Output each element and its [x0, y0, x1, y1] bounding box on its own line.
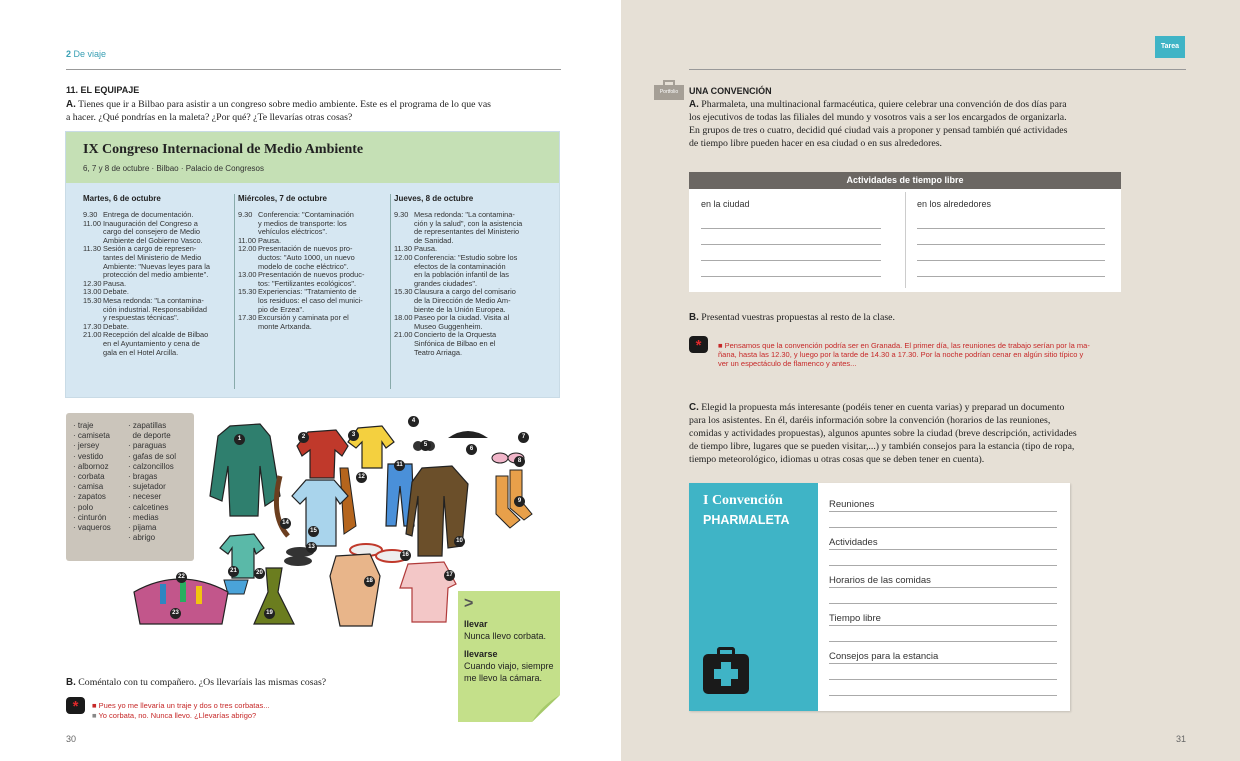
verb-llevarse: llevarse	[464, 649, 498, 659]
convention-document-form	[689, 483, 1070, 711]
example-line: ver un espectáculo de flamenco y antes...	[718, 359, 857, 368]
write-line[interactable]	[829, 565, 1057, 566]
chapter-number: 2	[66, 49, 72, 59]
instruction-b-right	[689, 312, 895, 323]
instruction-c-line: de tiempo libre, lugares que se pueden visitar,...) y también consejos para la estancia (tipo de ropa,	[689, 441, 1075, 452]
program-time: 21.00	[394, 330, 413, 340]
instruction-b-letter: B.	[689, 312, 699, 323]
field-stay-tips: Consejos para la estancia	[829, 651, 939, 662]
program-time: 11.00	[83, 218, 101, 228]
convention-company: PHARMALETA	[703, 513, 790, 527]
arrow-icon: >	[464, 595, 474, 612]
instruction-a-line: En grupos de tres o cuatro, decidid qué ciudad vais a proponer y pensad también qué actividades	[689, 125, 1068, 136]
example-llevarse-line1: Cuando viajo, siempre	[464, 661, 554, 671]
write-line[interactable]	[829, 549, 1057, 550]
example-line: Pensamos que la convención podría ser en Granada. El primer día, las reuniones de trabajo serían por la ma-	[724, 341, 1090, 350]
write-line[interactable]	[829, 663, 1057, 664]
header-rule	[66, 69, 561, 70]
column-city: en la ciudad	[701, 199, 750, 209]
clothing-number-marker: 17	[444, 570, 455, 581]
program-description	[258, 314, 349, 331]
column-divider	[905, 192, 906, 288]
program-description	[414, 331, 496, 357]
program-description	[258, 288, 363, 314]
vocabulary-item: · bragas	[128, 472, 158, 482]
clothing-number-marker: 23	[170, 608, 181, 619]
clothing-number-marker: 12	[356, 472, 367, 483]
program-day-column	[394, 194, 546, 357]
program-description-line: y respuestas técnicas".	[103, 313, 179, 323]
program-description-line: Conferencia: "Contaminación	[258, 210, 354, 219]
vocabulary-item: · jersey	[73, 441, 100, 451]
program-time: 15.30	[83, 295, 102, 305]
field-free-time: Tiempo libre	[829, 613, 881, 624]
program-time: 11.00	[238, 235, 256, 245]
vocabulary-item: · gafas de sol	[128, 451, 177, 461]
vocabulary-item: · camisa	[73, 482, 104, 492]
clothing-number-marker: 7	[518, 432, 529, 443]
instruction-a-line: los ejecutivos de todas las filiales del mundo y vosotros vais a ser los encargados de organizarla.	[689, 112, 1067, 123]
clothing-number-marker: 14	[280, 518, 291, 529]
write-line[interactable]	[829, 625, 1057, 626]
instruction-b	[66, 677, 326, 688]
program-time: 21.00	[83, 330, 102, 340]
clothing-number-marker: 22	[176, 572, 187, 583]
vocabulary-item: · neceser	[128, 492, 162, 502]
vocabulary-item: · vaqueros	[73, 523, 111, 533]
program-time: 15.30	[238, 287, 257, 297]
program-description-line: Sinfónica de Bilbao en el	[414, 338, 496, 348]
vocabulary-item: · albornoz	[73, 461, 109, 471]
program-entry	[394, 314, 546, 331]
column-divider	[390, 194, 391, 389]
write-line[interactable]	[701, 244, 881, 245]
leisure-activities-table	[689, 172, 1121, 292]
clothing-number-marker: 11	[394, 460, 405, 471]
program-time: 9.30	[394, 210, 409, 219]
example-dialogue-1: ■ Pues yo me llevaría un traje y dos o tres corbatas...	[92, 701, 270, 710]
program-time: 17.30	[83, 321, 102, 331]
program-description-line: Experiencias: "Tratamiento de	[258, 287, 357, 297]
congress-title: IX Congreso Internacional de Medio Ambiente	[83, 142, 364, 157]
vocabulary-item: · vestido	[73, 451, 104, 461]
program-day-column	[238, 194, 390, 331]
program-entry	[83, 297, 235, 323]
program-description-line: Excursión y caminata por el	[258, 313, 349, 323]
program-description-line: ción industrial. Responsabilidad	[103, 304, 207, 314]
program-description-line: Mesa redonda: "La contamina-	[414, 210, 515, 219]
program-description-line: vehículos eléctricos".	[258, 227, 328, 237]
program-description-line: Presentación de nuevos produc-	[258, 270, 365, 280]
instruction-a-line: de tiempo libre pueden hacer en esa ciudad o en sus alrededores.	[689, 138, 942, 149]
program-description-line: ción y la salud", con la asistencia	[414, 218, 523, 228]
write-line[interactable]	[701, 260, 881, 261]
program-description-line: Sesión a cargo de represen-	[103, 244, 197, 254]
program-entry	[238, 314, 390, 331]
clothing-number-marker: 4	[408, 416, 419, 427]
program-time: 12.00	[394, 252, 413, 262]
program-entry	[394, 288, 546, 314]
program-description-line: cargo del consejero de Medio	[103, 227, 200, 237]
program-time: 9.30	[83, 210, 98, 219]
instruction-b-text: Presentad vuestras propuestas al resto de la clase.	[701, 312, 895, 323]
chapter-title: De viaje	[73, 49, 107, 59]
field-meetings: Reuniones	[829, 499, 875, 510]
instruction-a-letter: A.	[66, 99, 76, 110]
section-title: 11. EL EQUIPAJE	[66, 85, 140, 95]
vocabulary-item: · zapatillas	[128, 421, 167, 430]
program-entry	[394, 211, 546, 245]
portfolio-label: Portfolio	[654, 85, 684, 100]
page-number: 30	[66, 734, 77, 744]
verb-llevar: llevar	[464, 619, 488, 629]
example-proposal: ■ Pensamos que la convención podría ser en Granada. El primer día, las reuniones de trabajo serían por la ma- ñana, hasta las 12.30, y luego por la tarde de 14.30 a 17.30. Por la noche podrían cenar en algún sitio típico y ver un espectáculo de flamenco y antes...	[718, 341, 1090, 368]
congress-subtitle: 6, 7 y 8 de octubre · Bilbao · Palacio de Congresos	[83, 164, 264, 173]
convention-section-title: UNA CONVENCIÓN	[689, 86, 772, 96]
grammar-note	[458, 591, 560, 722]
instruction-a	[66, 98, 561, 124]
congress-program	[65, 131, 560, 398]
program-time: 13.00	[238, 270, 257, 280]
write-line[interactable]	[917, 228, 1105, 229]
table-header: Actividades de tiempo libre	[689, 172, 1121, 189]
program-entry	[83, 245, 235, 279]
instruction-a-line1: Tienes que ir a Bilbao para asistir a un congreso sobre medio ambiente. Este es el programa de lo que vas	[78, 99, 491, 110]
program-description	[414, 314, 509, 331]
program-entry	[83, 220, 235, 246]
clothing-number-marker: 21	[228, 566, 239, 577]
convention-sidebar	[689, 483, 818, 711]
program-time: 18.00	[394, 313, 413, 323]
clothing-number-marker: 1	[234, 434, 245, 445]
program-description-line: Conferencia: "Estudio sobre los	[414, 252, 518, 262]
convention-title: I Convención	[703, 493, 783, 508]
program-description-line: efectos de la contaminación	[414, 261, 506, 271]
program-description-line: y medios de transporte: los	[258, 218, 347, 228]
program-day-heading: Martes, 6 de octubre	[83, 194, 161, 203]
write-line[interactable]	[829, 587, 1057, 588]
speech-asterisk-icon: *	[689, 336, 708, 353]
program-description	[414, 254, 517, 288]
chapter-header	[66, 49, 106, 59]
clothing-number-marker: 2	[298, 432, 309, 443]
program-description-line: biente de la Unión Europea.	[414, 304, 506, 314]
program-description-line: en el Ayuntamiento y cena de	[103, 338, 200, 348]
program-description-line: tos: "Fertilizantes ecológicos".	[258, 278, 357, 288]
first-aid-kit-icon	[703, 647, 749, 695]
program-description-line: en la población infantil de las	[414, 270, 509, 280]
program-entry	[83, 331, 235, 357]
clothing-number-marker: 15	[308, 526, 319, 537]
program-description	[103, 245, 210, 279]
program-description-line: Entrega de documentación.	[103, 210, 194, 219]
write-line[interactable]	[829, 527, 1057, 528]
program-time: 15.30	[394, 287, 413, 297]
program-description-line: grandes ciudades".	[414, 278, 478, 288]
program-description	[103, 331, 208, 357]
clothing-number-marker: 5	[420, 440, 431, 451]
program-description-line: de la Dirección de Medio Am-	[414, 295, 511, 305]
write-line[interactable]	[917, 260, 1105, 261]
write-line[interactable]	[701, 276, 881, 277]
program-description	[414, 288, 516, 314]
clothing-number-marker: 9	[514, 496, 525, 507]
header-rule	[689, 69, 1186, 70]
vocabulary-item: de deporte	[128, 431, 171, 441]
clothing-number-marker: 10	[454, 536, 465, 547]
instruction-c-line: Elegid la propuesta más interesante (podéis tener en cuenta varias) y preparad un documento	[701, 402, 1065, 413]
clothing-number-marker: 8	[514, 456, 525, 467]
program-description	[103, 297, 207, 323]
program-description-line: gala en el Hotel Arcilla.	[103, 347, 179, 357]
instruction-c	[689, 401, 1134, 466]
program-description-line: tantes del Ministerio de Medio	[103, 252, 202, 262]
program-description-line: Clausura a cargo del comisario	[414, 287, 516, 297]
vocabulary-item: · medias	[128, 512, 159, 522]
portfolio-icon	[654, 80, 684, 100]
program-time: 12.30	[83, 278, 102, 288]
program-description-line: los residuos: el caso del munici-	[258, 295, 363, 305]
program-description-line: Teatro Arriaga.	[414, 347, 463, 357]
program-entry	[238, 245, 390, 271]
speech-asterisk-icon: *	[66, 697, 85, 714]
vocabulary-item: · traje	[73, 421, 94, 430]
program-day-column	[83, 194, 235, 357]
clothing-number-marker: 18	[364, 576, 375, 587]
program-description-line: Pausa.	[258, 235, 282, 245]
instruction-a	[689, 98, 1189, 150]
congress-header	[66, 132, 559, 183]
program-description-line: Museo Guggenheim.	[414, 321, 483, 331]
program-time: 11.30	[394, 244, 412, 254]
program-time: 12.00	[238, 244, 257, 254]
program-description-line: Recepción del alcalde de Bilbao	[103, 330, 209, 340]
instruction-b-text: Coméntalo con tu compañero. ¿Os llevaríais las mismas cosas?	[78, 677, 327, 688]
example-1-text: Pues yo me llevaría un traje y dos o tres corbatas...	[98, 701, 270, 710]
clothing-number-marker: 3	[348, 430, 359, 441]
program-description	[258, 271, 364, 288]
program-description-line: Ambiente del Gobierno Vasco.	[103, 235, 203, 245]
instruction-c-line: comidas y actividades propuestas), algunos apuntes sobre la ciudad (breve descripción, actividades	[689, 428, 1077, 439]
instruction-c-letter: C.	[689, 402, 699, 413]
instruction-a-line2: a hacer. ¿Qué pondrías en la maleta? ¿Por qué? ¿Te llevarías otras cosas?	[66, 112, 353, 123]
write-line[interactable]	[829, 679, 1057, 680]
write-line[interactable]	[917, 244, 1105, 245]
vocabulary-item: · camiseta	[73, 431, 110, 441]
program-time: 17.30	[238, 313, 257, 323]
program-day-heading: Jueves, 8 de octubre	[394, 194, 474, 203]
program-description	[258, 245, 355, 271]
program-description-line: Pausa.	[103, 278, 127, 288]
field-meal-times: Horarios de las comidas	[829, 575, 931, 586]
vocabulary-item: · polo	[73, 502, 94, 512]
clothing-number-marker: 13	[306, 542, 317, 553]
program-description-line: Debate.	[103, 321, 129, 331]
program-entry	[394, 254, 546, 288]
example-llevar: Nunca llevo corbata.	[464, 631, 547, 641]
program-description-line: de representantes del Ministerio	[414, 227, 520, 237]
program-description	[414, 211, 522, 245]
program-description-line: Inauguración del Congreso a	[103, 218, 198, 228]
program-description	[103, 220, 203, 246]
instruction-c-line: para los asistentes. En él, daréis información sobre la convención (horarios de las reuniones,	[689, 415, 1051, 426]
vocabulary-item: · sujetador	[128, 482, 166, 492]
program-time: 13.00	[83, 287, 102, 297]
program-time: 9.30	[238, 210, 253, 219]
program-entry	[238, 288, 390, 314]
example-dialogue-2: ■ Yo corbata, no. Nunca llevo. ¿Llevarías abrigo?	[92, 711, 257, 720]
program-day-heading: Miércoles, 7 de octubre	[238, 194, 327, 203]
program-description-line: Debate.	[103, 287, 129, 297]
vocabulary-list	[73, 421, 111, 533]
tarea-tab: Tarea	[1155, 36, 1185, 58]
instruction-c-line: tiempo meteorológico, idiomas u otras cosas que se deben tener en cuenta).	[689, 454, 985, 465]
column-surroundings: en los alrededores	[917, 199, 992, 209]
program-description	[258, 211, 354, 237]
example-2-text: Yo corbata, no. Nunca llevo. ¿Llevarías abrigo?	[98, 711, 257, 720]
program-description-line: Presentación de nuevos pro-	[258, 244, 353, 254]
example-line: ñana, hasta las 12.30, y luego por la tarde de 14.30 a 17.30. Por la noche podrían cenar en algún sitio típico y	[718, 350, 1084, 359]
program-description-line: Concierto de la Orquesta	[414, 330, 497, 340]
program-time: 11.30	[83, 244, 101, 254]
field-activities: Actividades	[829, 537, 878, 548]
program-entry	[394, 331, 546, 357]
program-description-line: de Sanidad.	[414, 235, 454, 245]
clothing-number-marker: 6	[466, 444, 477, 455]
clothing-number-marker: 19	[264, 608, 275, 619]
program-description-line: Mesa redonda: "La contamina-	[103, 295, 204, 305]
program-description-line: monte Artxanda.	[258, 321, 312, 331]
instruction-a-letter: A.	[689, 99, 699, 110]
program-description-line: Pausa.	[414, 244, 438, 254]
write-line[interactable]	[829, 641, 1057, 642]
program-description-line: Ambiente: "Nuevas leyes para la	[103, 261, 210, 271]
clothing-number-marker: 20	[254, 568, 265, 579]
vocabulary-item: · paraguas	[128, 441, 167, 451]
program-entry	[238, 211, 390, 237]
example-llevarse-line2: me llevo la cámara.	[464, 673, 543, 683]
instruction-a-line: Pharmaleta, una multinacional farmacéutica, quiere celebrar una convención de dos días para	[701, 99, 1067, 110]
write-line[interactable]	[829, 511, 1057, 512]
vocabulary-item: · pijama	[128, 523, 157, 533]
vocabulary-item: · cinturón	[73, 512, 107, 522]
program-description-line: modelo de coche eléctrico".	[258, 261, 349, 271]
vocabulary-item: · zapatos	[73, 492, 106, 502]
program-description-line: ductos: "Auto 1000, un nuevo	[258, 252, 355, 262]
page-number-right: 31	[1176, 734, 1187, 744]
program-entry	[238, 271, 390, 288]
vocabulary-item: · corbata	[73, 472, 105, 482]
write-line[interactable]	[701, 228, 881, 229]
vocabulary-item: · abrigo	[128, 533, 156, 543]
clothing-number-marker: 16	[400, 550, 411, 561]
program-description-line: Paseo por la ciudad. Visita al	[414, 313, 510, 323]
program-description-line: pio de Erzea".	[258, 304, 305, 314]
write-line[interactable]	[917, 276, 1105, 277]
write-line[interactable]	[829, 695, 1057, 696]
vocabulary-item: · calzoncillos	[128, 461, 174, 471]
page-curl-icon	[532, 695, 560, 722]
instruction-b-letter: B.	[66, 677, 76, 688]
vocabulary-item: · calcetines	[128, 502, 169, 512]
write-line[interactable]	[829, 603, 1057, 604]
program-description-line: protección del medio ambiente".	[103, 270, 209, 280]
